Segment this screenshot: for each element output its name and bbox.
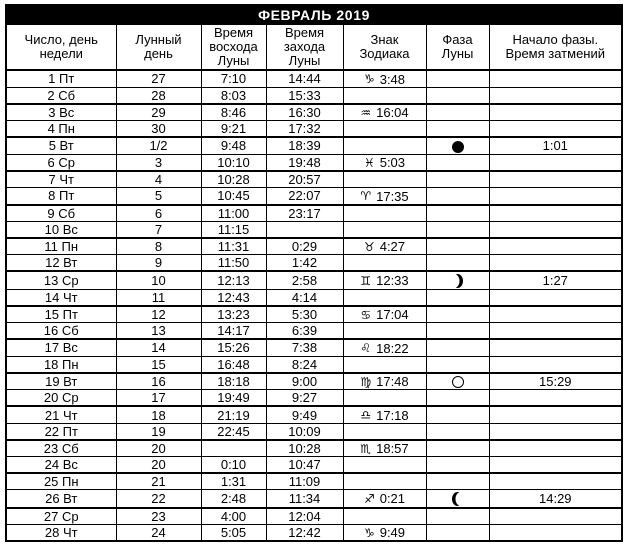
table-row <box>6 524 622 541</box>
moonset-cell: 12:04 <box>266 508 343 525</box>
table-row <box>6 457 622 474</box>
moonrise-cell: 19:49 <box>201 390 266 407</box>
lunar-calendar-table <box>5 4 623 542</box>
moonset-cell: 15:33 <box>266 87 343 104</box>
lunar-day-cell: 22 <box>116 490 201 508</box>
table-row <box>6 306 622 323</box>
moonrise-cell: 8:46 <box>201 104 266 121</box>
table-row <box>6 255 622 272</box>
zodiac-cell <box>343 457 426 474</box>
phase-start-cell <box>489 205 622 222</box>
zodiac-cell <box>343 205 426 222</box>
lunar-day-cell: 28 <box>116 87 201 104</box>
first-quarter-icon <box>452 274 463 288</box>
pisces-icon: ♓ <box>363 155 375 170</box>
phase-start-cell <box>489 457 622 474</box>
lunar-day-cell: 19 <box>116 423 201 440</box>
table-row <box>6 238 622 255</box>
table-row <box>6 373 622 390</box>
moonset-cell: 20:57 <box>266 171 343 188</box>
lunar-day-cell: 1/2 <box>116 137 201 154</box>
moonset-cell: 4:14 <box>266 289 343 306</box>
moonset-cell: 9:00 <box>266 373 343 390</box>
lunar-day-cell: 24 <box>116 524 201 541</box>
phase-start-cell <box>489 356 622 373</box>
moon-phase-cell <box>426 440 489 457</box>
phase-start-cell <box>489 406 622 423</box>
moonrise-cell: 0:10 <box>201 457 266 474</box>
phase-start-cell <box>489 440 622 457</box>
date-cell: 16 Сб <box>6 323 116 340</box>
date-cell: 4 Пн <box>6 121 116 138</box>
table-row <box>6 104 622 121</box>
moon-phase-cell <box>426 524 489 541</box>
zodiac-time: 16:04 <box>376 105 409 121</box>
moonset-cell: 22:07 <box>266 188 343 205</box>
moonrise-cell: 14:17 <box>201 323 266 340</box>
zodiac-entry <box>364 526 405 539</box>
moonrise-cell: 7:10 <box>201 70 266 87</box>
col-header-zodiac: Знак Зодиака <box>343 25 426 71</box>
lunar-day-cell: 15 <box>116 356 201 373</box>
date-cell: 2 Сб <box>6 87 116 104</box>
moonrise-cell: 10:28 <box>201 171 266 188</box>
moonset-cell <box>266 221 343 238</box>
moonrise-cell <box>201 440 266 457</box>
moon-phase-cell <box>426 457 489 474</box>
table-row <box>6 171 622 188</box>
table-row <box>6 490 622 508</box>
scorpio-icon: ♏ <box>360 441 372 456</box>
phase-start-cell: 1:27 <box>489 271 622 289</box>
zodiac-cell <box>343 306 426 323</box>
zodiac-time: 18:57 <box>376 441 409 457</box>
phase-start-cell <box>489 323 622 340</box>
date-cell: 11 Пн <box>6 238 116 255</box>
moon-phase-cell <box>426 406 489 423</box>
zodiac-entry <box>360 375 408 388</box>
zodiac-cell <box>343 440 426 457</box>
zodiac-cell <box>343 104 426 121</box>
moonset-cell: 8:24 <box>266 356 343 373</box>
moonset-cell: 11:09 <box>266 473 343 490</box>
date-cell: 6 Ср <box>6 154 116 171</box>
lunar-day-cell: 9 <box>116 255 201 272</box>
table-row <box>6 221 622 238</box>
zodiac-time: 4:27 <box>379 239 406 255</box>
moon-phase-cell <box>426 423 489 440</box>
moonset-cell: 1:42 <box>266 255 343 272</box>
phase-start-cell <box>489 508 622 525</box>
phase-start-cell <box>489 255 622 272</box>
date-cell: 13 Ср <box>6 271 116 289</box>
lunar-day-cell: 8 <box>116 238 201 255</box>
lunar-day-cell: 3 <box>116 154 201 171</box>
moonset-cell: 11:34 <box>266 490 343 508</box>
moonrise-cell: 2:48 <box>201 490 266 508</box>
table-row <box>6 121 622 138</box>
col-header-moon-phase: Фаза Луны <box>426 25 489 71</box>
col-header-phase-start: Начало фазы. Время затмений <box>489 25 622 71</box>
table-row <box>6 508 622 525</box>
col-header-lunar-day: Лунный день <box>116 25 201 71</box>
moonset-cell: 2:58 <box>266 271 343 289</box>
zodiac-cell <box>343 406 426 423</box>
date-cell: 18 Пн <box>6 356 116 373</box>
phase-start-cell <box>489 390 622 407</box>
phase-start-cell <box>489 238 622 255</box>
moonrise-cell: 12:13 <box>201 271 266 289</box>
lunar-day-cell: 20 <box>116 440 201 457</box>
zodiac-cell <box>343 221 426 238</box>
moon-phase-cell <box>426 104 489 121</box>
date-cell: 24 Вс <box>6 457 116 474</box>
new-moon-icon <box>452 141 464 153</box>
zodiac-cell <box>343 271 426 289</box>
zodiac-cell <box>343 473 426 490</box>
lunar-day-cell: 18 <box>116 406 201 423</box>
full-moon-icon <box>452 376 464 388</box>
gemini-icon: ♊ <box>360 273 372 288</box>
moonrise-cell: 21:19 <box>201 406 266 423</box>
sagittarius-icon: ♐ <box>363 491 375 506</box>
moonrise-cell: 5:05 <box>201 524 266 541</box>
lunar-day-cell: 20 <box>116 457 201 474</box>
phase-start-cell <box>489 121 622 138</box>
zodiac-time: 17:48 <box>376 374 409 390</box>
zodiac-entry <box>360 409 408 422</box>
moonrise-cell: 18:18 <box>201 373 266 390</box>
phase-start-cell <box>489 188 622 205</box>
table-row <box>6 356 622 373</box>
date-cell: 10 Вс <box>6 221 116 238</box>
table-row <box>6 205 622 222</box>
moon-phase-cell <box>426 289 489 306</box>
moon-phase-cell <box>426 121 489 138</box>
zodiac-time: 17:18 <box>376 407 409 423</box>
date-cell: 7 Чт <box>6 171 116 188</box>
phase-start-cell <box>489 473 622 490</box>
moonrise-cell: 9:21 <box>201 121 266 138</box>
zodiac-entry <box>360 274 408 287</box>
phase-start-cell <box>489 339 622 356</box>
zodiac-cell <box>343 524 426 541</box>
date-cell: 14 Чт <box>6 289 116 306</box>
date-cell: 23 Сб <box>6 440 116 457</box>
zodiac-cell <box>343 339 426 356</box>
moonrise-cell: 8:03 <box>201 87 266 104</box>
zodiac-time: 9:49 <box>379 525 406 541</box>
moon-phase-cell <box>426 87 489 104</box>
column-header-row <box>6 25 622 71</box>
table-row <box>6 406 622 423</box>
table-row <box>6 289 622 306</box>
moonrise-cell: 12:43 <box>201 289 266 306</box>
zodiac-cell <box>343 70 426 87</box>
moon-phase-cell <box>426 188 489 205</box>
lunar-day-cell: 17 <box>116 390 201 407</box>
date-cell: 12 Вт <box>6 255 116 272</box>
table-row <box>6 188 622 205</box>
moonset-cell: 10:09 <box>266 423 343 440</box>
table-row <box>6 323 622 340</box>
lunar-day-cell: 6 <box>116 205 201 222</box>
zodiac-cell <box>343 154 426 171</box>
moon-phase-cell <box>426 339 489 356</box>
date-cell: 15 Пт <box>6 306 116 323</box>
moonset-cell: 0:29 <box>266 238 343 255</box>
zodiac-cell <box>343 373 426 390</box>
moonrise-cell: 22:45 <box>201 423 266 440</box>
date-cell: 20 Ср <box>6 390 116 407</box>
zodiac-entry <box>360 106 408 119</box>
zodiac-entry <box>360 342 408 355</box>
zodiac-cell <box>343 255 426 272</box>
zodiac-cell <box>343 87 426 104</box>
lunar-day-cell: 16 <box>116 373 201 390</box>
table-row <box>6 137 622 154</box>
moon-phase-cell <box>426 171 489 188</box>
zodiac-cell <box>343 356 426 373</box>
date-cell: 21 Чт <box>6 406 116 423</box>
title-bar <box>6 5 622 25</box>
zodiac-time: 12:33 <box>376 273 409 289</box>
zodiac-time: 17:35 <box>376 188 409 204</box>
date-cell: 5 Вт <box>6 137 116 154</box>
moon-phase-cell <box>426 356 489 373</box>
table-row <box>6 87 622 104</box>
zodiac-entry <box>360 190 408 203</box>
lunar-day-cell: 14 <box>116 339 201 356</box>
phase-start-cell: 15:29 <box>489 373 622 390</box>
date-cell: 27 Ср <box>6 508 116 525</box>
moonset-cell: 7:38 <box>266 339 343 356</box>
phase-start-cell <box>489 524 622 541</box>
moonrise-cell: 10:45 <box>201 188 266 205</box>
table-row <box>6 423 622 440</box>
date-cell: 22 Пт <box>6 423 116 440</box>
date-cell: 26 Вт <box>6 490 116 508</box>
zodiac-time: 0:21 <box>379 491 406 507</box>
moonset-cell: 16:30 <box>266 104 343 121</box>
moon-phase-cell <box>426 390 489 407</box>
zodiac-cell <box>343 238 426 255</box>
moonset-cell: 10:47 <box>266 457 343 474</box>
capricorn-icon: ♑ <box>363 72 375 87</box>
moon-phase-cell <box>426 137 489 154</box>
table-row <box>6 339 622 356</box>
lunar-day-cell: 12 <box>116 306 201 323</box>
zodiac-cell <box>343 323 426 340</box>
moon-phase-cell <box>426 221 489 238</box>
taurus-icon: ♉ <box>363 239 375 254</box>
date-cell: 8 Пт <box>6 188 116 205</box>
table-row <box>6 70 622 87</box>
zodiac-entry <box>360 442 408 455</box>
moon-phase-cell <box>426 508 489 525</box>
table-row <box>6 271 622 289</box>
date-cell: 28 Чт <box>6 524 116 541</box>
moonset-cell: 17:32 <box>266 121 343 138</box>
moon-phase-cell <box>426 238 489 255</box>
aries-icon: ♈ <box>360 189 372 204</box>
moonset-cell: 9:27 <box>266 390 343 407</box>
table-row <box>6 390 622 407</box>
table-row <box>6 473 622 490</box>
table-row <box>6 440 622 457</box>
date-cell: 17 Вс <box>6 339 116 356</box>
zodiac-time: 5:03 <box>379 155 406 171</box>
moonrise-cell: 10:10 <box>201 154 266 171</box>
lunar-day-cell: 30 <box>116 121 201 138</box>
moon-phase-cell <box>426 473 489 490</box>
phase-start-cell <box>489 104 622 121</box>
lunar-day-cell: 7 <box>116 221 201 238</box>
moonrise-cell: 4:00 <box>201 508 266 525</box>
moonset-cell: 6:39 <box>266 323 343 340</box>
lunar-day-cell: 27 <box>116 70 201 87</box>
moonset-cell: 5:30 <box>266 306 343 323</box>
zodiac-entry <box>364 156 405 169</box>
moonset-cell: 12:42 <box>266 524 343 541</box>
col-header-date: Число, день недели <box>6 25 116 71</box>
moonrise-cell: 9:48 <box>201 137 266 154</box>
date-cell: 9 Сб <box>6 205 116 222</box>
phase-start-cell <box>489 154 622 171</box>
capricorn-icon: ♑ <box>363 525 375 540</box>
virgo-icon: ♍ <box>360 374 372 389</box>
zodiac-cell <box>343 121 426 138</box>
calendar-title: ФЕВРАЛЬ 2019 <box>6 5 622 25</box>
date-cell: 3 Вс <box>6 104 116 121</box>
zodiac-cell <box>343 289 426 306</box>
phase-start-cell: 1:01 <box>489 137 622 154</box>
moon-phase-cell <box>426 255 489 272</box>
zodiac-cell <box>343 423 426 440</box>
lunar-day-cell: 4 <box>116 171 201 188</box>
zodiac-cell <box>343 137 426 154</box>
cancer-icon: ♋ <box>360 307 372 322</box>
lunar-day-cell: 10 <box>116 271 201 289</box>
col-header-moonrise: Время восхода Луны <box>201 25 266 71</box>
phase-start-cell <box>489 289 622 306</box>
moon-phase-cell <box>426 271 489 289</box>
moon-phase-cell <box>426 490 489 508</box>
lunar-day-cell: 29 <box>116 104 201 121</box>
col-header-moonset: Время захода Луны <box>266 25 343 71</box>
lunar-day-cell: 5 <box>116 188 201 205</box>
moonset-cell: 10:28 <box>266 440 343 457</box>
phase-start-cell <box>489 221 622 238</box>
calendar-body <box>6 70 622 541</box>
leo-icon: ♌ <box>360 341 372 356</box>
aquarius-icon: ♒ <box>360 105 372 120</box>
phase-start-cell <box>489 423 622 440</box>
moonset-cell: 23:17 <box>266 205 343 222</box>
phase-start-cell <box>489 306 622 323</box>
moon-phase-cell <box>426 205 489 222</box>
date-cell: 19 Вт <box>6 373 116 390</box>
lunar-day-cell: 11 <box>116 289 201 306</box>
zodiac-entry <box>364 492 405 505</box>
moonrise-cell: 11:15 <box>201 221 266 238</box>
zodiac-cell <box>343 171 426 188</box>
zodiac-entry <box>364 240 405 253</box>
moonset-cell: 18:39 <box>266 137 343 154</box>
moonrise-cell: 11:00 <box>201 205 266 222</box>
moonset-cell: 9:49 <box>266 406 343 423</box>
zodiac-cell <box>343 390 426 407</box>
zodiac-entry <box>364 73 405 86</box>
zodiac-cell <box>343 508 426 525</box>
date-cell: 25 Пн <box>6 473 116 490</box>
moon-phase-cell <box>426 154 489 171</box>
zodiac-time: 18:22 <box>376 340 409 356</box>
moonrise-cell: 16:48 <box>201 356 266 373</box>
zodiac-cell <box>343 490 426 508</box>
moon-phase-cell <box>426 70 489 87</box>
zodiac-time: 17:04 <box>376 307 409 323</box>
moonrise-cell: 1:31 <box>201 473 266 490</box>
moonset-cell: 19:48 <box>266 154 343 171</box>
moonrise-cell: 13:23 <box>201 306 266 323</box>
lunar-day-cell: 21 <box>116 473 201 490</box>
libra-icon: ♎ <box>360 408 372 423</box>
zodiac-entry <box>360 308 408 321</box>
zodiac-cell <box>343 188 426 205</box>
phase-start-cell <box>489 87 622 104</box>
phase-start-cell: 14:29 <box>489 490 622 508</box>
moonrise-cell: 15:26 <box>201 339 266 356</box>
zodiac-time: 3:48 <box>379 71 406 87</box>
lunar-day-cell: 13 <box>116 323 201 340</box>
moonrise-cell: 11:50 <box>201 255 266 272</box>
moon-phase-cell <box>426 373 489 390</box>
moon-phase-cell <box>426 306 489 323</box>
last-quarter-icon <box>452 492 463 506</box>
moonrise-cell: 11:31 <box>201 238 266 255</box>
date-cell: 1 Пт <box>6 70 116 87</box>
lunar-day-cell: 23 <box>116 508 201 525</box>
table-row <box>6 154 622 171</box>
moon-phase-cell <box>426 323 489 340</box>
phase-start-cell <box>489 70 622 87</box>
phase-start-cell <box>489 171 622 188</box>
moonset-cell: 14:44 <box>266 70 343 87</box>
